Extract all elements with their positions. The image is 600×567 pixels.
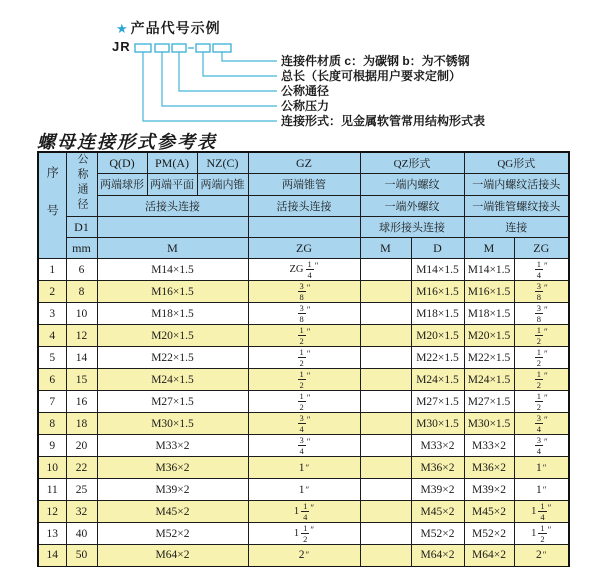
cell-m: M14×1.5 [97,259,248,281]
cell-qz-m [360,259,411,281]
unit-mm: mm [66,238,97,259]
desc-nz: 两端内锥 [197,174,248,196]
col-header-dn [66,152,97,217]
cell-m: M33×2 [97,435,248,457]
cell-qg-zg: $\frac{1}{4}$ ″ [514,259,569,281]
cell-gz: $\frac{1}{2}$ ″ [248,391,360,413]
unit-m-1: M [97,238,248,259]
cell-qz-m [360,325,411,347]
product-code-prefix: JR [112,39,131,54]
header-row-4 [38,217,569,238]
cell-qg-m: M22×1.5 [464,347,514,369]
cell-qg-m: M27×1.5 [464,391,514,413]
cell-dn: 32 [66,501,97,523]
cell-gz: $\frac{3}{4}$ ″ [248,413,360,435]
code-box-4 [196,44,210,52]
cell-qz-d: M22×1.5 [411,347,464,369]
desc-gz: 两端锥管 [248,174,360,196]
cell-qz-m [360,545,411,567]
cell-qg-zg: $\frac{3}{8}$ ″ [514,281,569,303]
cell-dn: 20 [66,435,97,457]
table-row [38,259,569,281]
cell-qz-m [360,523,411,545]
cell-m: M45×2 [97,501,248,523]
table-row [38,303,569,325]
cell-dn: 22 [66,457,97,479]
qg-connection: 连接 [464,217,569,238]
cell-qz-d: M27×1.5 [411,391,464,413]
cell-dn: 10 [66,303,97,325]
desc-qz-2: 一端外螺纹 [360,195,464,217]
cell-qz-m [360,479,411,501]
cell-qg-zg: 2″ [514,545,569,567]
cell-gz: $\frac{1}{2}$ ″ [248,325,360,347]
cell-qz-d: M45×2 [411,501,464,523]
cell-qz-d: M33×2 [411,435,464,457]
cell-dn: 14 [66,347,97,369]
cell-qz-d: M16×1.5 [411,281,464,303]
blank-cell [97,217,248,238]
cell-qz-d: M64×2 [411,545,464,567]
table-header [38,152,569,259]
cell-dn: 25 [66,479,97,501]
label-connector-material: 连接件材质 c：为碳钢 b：为不锈钢 [281,54,470,68]
cell-gz: 2″ [248,545,360,567]
cell-seq: 8 [38,413,66,435]
cell-dn: 15 [66,369,97,391]
cell-seq: 7 [38,391,66,413]
cell-qz-d: M52×2 [411,523,464,545]
cell-qg-zg: $\frac{1}{2}$ ″ [514,369,569,391]
cell-qz-d: M30×1.5 [411,413,464,435]
connector-line-material [222,52,277,61]
cell-qz-m [360,413,411,435]
table-row [38,413,569,435]
table-body [38,259,569,567]
nut-connection-reference-table [37,151,570,567]
cell-qz-m [360,457,411,479]
cell-qg-m: M45×2 [464,501,514,523]
cell-seq: 3 [38,303,66,325]
cell-m: M30×1.5 [97,413,248,435]
product-code-title-text: 产品代号示例 [130,20,221,36]
cell-m: M24×1.5 [97,369,248,391]
cell-qg-zg: 1″ [514,457,569,479]
unit-d: D [411,238,464,259]
table-row [38,545,569,567]
cell-qg-zg: $\frac{3}{4}$ ″ [514,413,569,435]
col-header-qz: QZ形式 [360,152,464,174]
header-row-5 [38,238,569,259]
cell-m: M22×1.5 [97,347,248,369]
gz-connection: 活接头连接 [248,195,360,217]
table-row [38,501,569,523]
table-row [38,325,569,347]
cell-dn: 6 [66,259,97,281]
col-header-dn-text: 公称通径 [76,153,88,213]
col-header-seq-text: 序号 [45,166,60,242]
table-row [38,281,569,303]
connector-line-form [143,52,277,121]
header-row-3 [38,195,569,217]
cell-qz-m [360,303,411,325]
desc-qg-2: 一端锥管螺纹接头 [464,195,569,217]
cell-m: M27×1.5 [97,391,248,413]
table-row [38,457,569,479]
cell-qz-m [360,501,411,523]
label-connection-form: 连接形式：见金属软管常用结构形式表 [281,114,486,128]
cell-qg-m: M20×1.5 [464,325,514,347]
code-box-1 [135,44,151,52]
cell-m: M52×2 [97,523,248,545]
col-header-q: Q(D) [97,152,147,174]
label-nominal-diameter: 公称通径 [281,84,330,98]
col-header-pm: PM(A) [147,152,197,174]
cell-qz-d: M18×1.5 [411,303,464,325]
cell-dn: 18 [66,413,97,435]
cell-qz-m [360,435,411,457]
cell-qz-d: M14×1.5 [411,259,464,281]
code-box-2 [155,44,169,52]
table-row [38,347,569,369]
code-box-5 [213,44,231,52]
cell-seq: 12 [38,501,66,523]
cell-qg-m: M39×2 [464,479,514,501]
cell-m: M64×2 [97,545,248,567]
code-box-3 [172,44,186,52]
cell-qg-m: M36×2 [464,457,514,479]
col-header-gz: GZ [248,152,360,174]
header-row-1 [38,152,569,174]
cell-qg-m: M24×1.5 [464,369,514,391]
cell-m: M16×1.5 [97,281,248,303]
col-header-qg: QG形式 [464,152,569,174]
cell-qz-m [360,347,411,369]
cell-gz: $\frac{1}{2}$ ″ [248,347,360,369]
cell-qg-zg: $\frac{3}{4}$ ″ [514,435,569,457]
cell-qg-zg: $\frac{1}{2}$ ″ [514,347,569,369]
cell-m: M39×2 [97,479,248,501]
cell-seq: 5 [38,347,66,369]
cell-qg-m: M52×2 [464,523,514,545]
table-row [38,391,569,413]
header-row-2 [38,174,569,196]
cell-qz-m [360,391,411,413]
cell-m: M20×1.5 [97,325,248,347]
cell-qz-m [360,281,411,303]
connector-line-length [203,52,277,76]
cell-qg-m: M16×1.5 [464,281,514,303]
cell-dn: 50 [66,545,97,567]
connector-line-diameter [179,52,277,91]
col-header-d1: D1 [66,217,97,238]
cell-qg-m: M30×1.5 [464,413,514,435]
cell-seq: 9 [38,435,66,457]
table-row [38,523,569,545]
cell-m: M18×1.5 [97,303,248,325]
cell-seq: 11 [38,479,66,501]
unit-zg-2: ZG [514,238,569,259]
cell-gz: $\frac{3}{8}$ ″ [248,303,360,325]
cell-qz-d: M39×2 [411,479,464,501]
unit-zg-1: ZG [248,238,360,259]
union-connection: 活接头连接 [97,195,248,217]
cell-seq: 1 [38,259,66,281]
cell-gz: 1″ [248,457,360,479]
cell-gz: $\frac{3}{8}$ ″ [248,281,360,303]
cell-qg-m: M33×2 [464,435,514,457]
desc-qz-1: 一端内螺纹 [360,174,464,196]
cell-seq: 6 [38,369,66,391]
label-nominal-pressure: 公称压力 [281,99,330,113]
cell-seq: 2 [38,281,66,303]
cell-seq: 4 [38,325,66,347]
qz-connection: 球形接头连接 [360,217,464,238]
cell-qg-zg: 1 $\frac{1}{4}$ ″ [514,501,569,523]
table-row [38,435,569,457]
desc-pm: 两端平面 [147,174,197,196]
cell-qz-m [360,369,411,391]
unit-m-2: M [360,238,411,259]
label-total-length: 总长（长度可根据用户要求定制） [281,69,462,83]
unit-m-3: M [464,238,514,259]
cell-qz-d: M24×1.5 [411,369,464,391]
table-title: 螺母连接形式参考表 [37,132,217,152]
col-header-nz: NZ(C) [197,152,248,174]
cell-gz: 1 $\frac{1}{2}$ ″ [248,523,360,545]
cell-qg-m: M64×2 [464,545,514,567]
cell-gz: 1″ [248,479,360,501]
table-row [38,479,569,501]
cell-qg-zg: $\frac{1}{2}$ ″ [514,391,569,413]
cell-qg-m: M18×1.5 [464,303,514,325]
cell-qz-d: M20×1.5 [411,325,464,347]
cell-qg-zg: 1 $\frac{1}{2}$ ″ [514,523,569,545]
cell-gz: ZG $\frac{1}{4}$ ″ [248,259,360,281]
cell-qg-m: M14×1.5 [464,259,514,281]
desc-q: 两端球形 [97,174,147,196]
blank-cell [248,217,360,238]
cell-dn: 16 [66,391,97,413]
cell-gz: $\frac{1}{2}$ ″ [248,369,360,391]
cell-qg-zg: $\frac{1}{2}$ ″ [514,325,569,347]
cell-gz: 1 $\frac{1}{4}$ ″ [248,501,360,523]
desc-qg-1: 一端内螺纹活接头 [464,174,569,196]
col-header-seq [38,152,66,259]
cell-qz-d: M36×2 [411,457,464,479]
cell-dn: 12 [66,325,97,347]
cell-seq: 14 [38,545,66,567]
cell-dn: 40 [66,523,97,545]
cell-seq: 13 [38,523,66,545]
cell-qg-zg: 1″ [514,479,569,501]
cell-dn: 8 [66,281,97,303]
cell-gz: $\frac{3}{4}$ ″ [248,435,360,457]
table-row [38,369,569,391]
star-icon: ★ [116,21,129,36]
cell-m: M36×2 [97,457,248,479]
cell-seq: 10 [38,457,66,479]
cell-qg-zg: $\frac{3}{8}$ ″ [514,303,569,325]
